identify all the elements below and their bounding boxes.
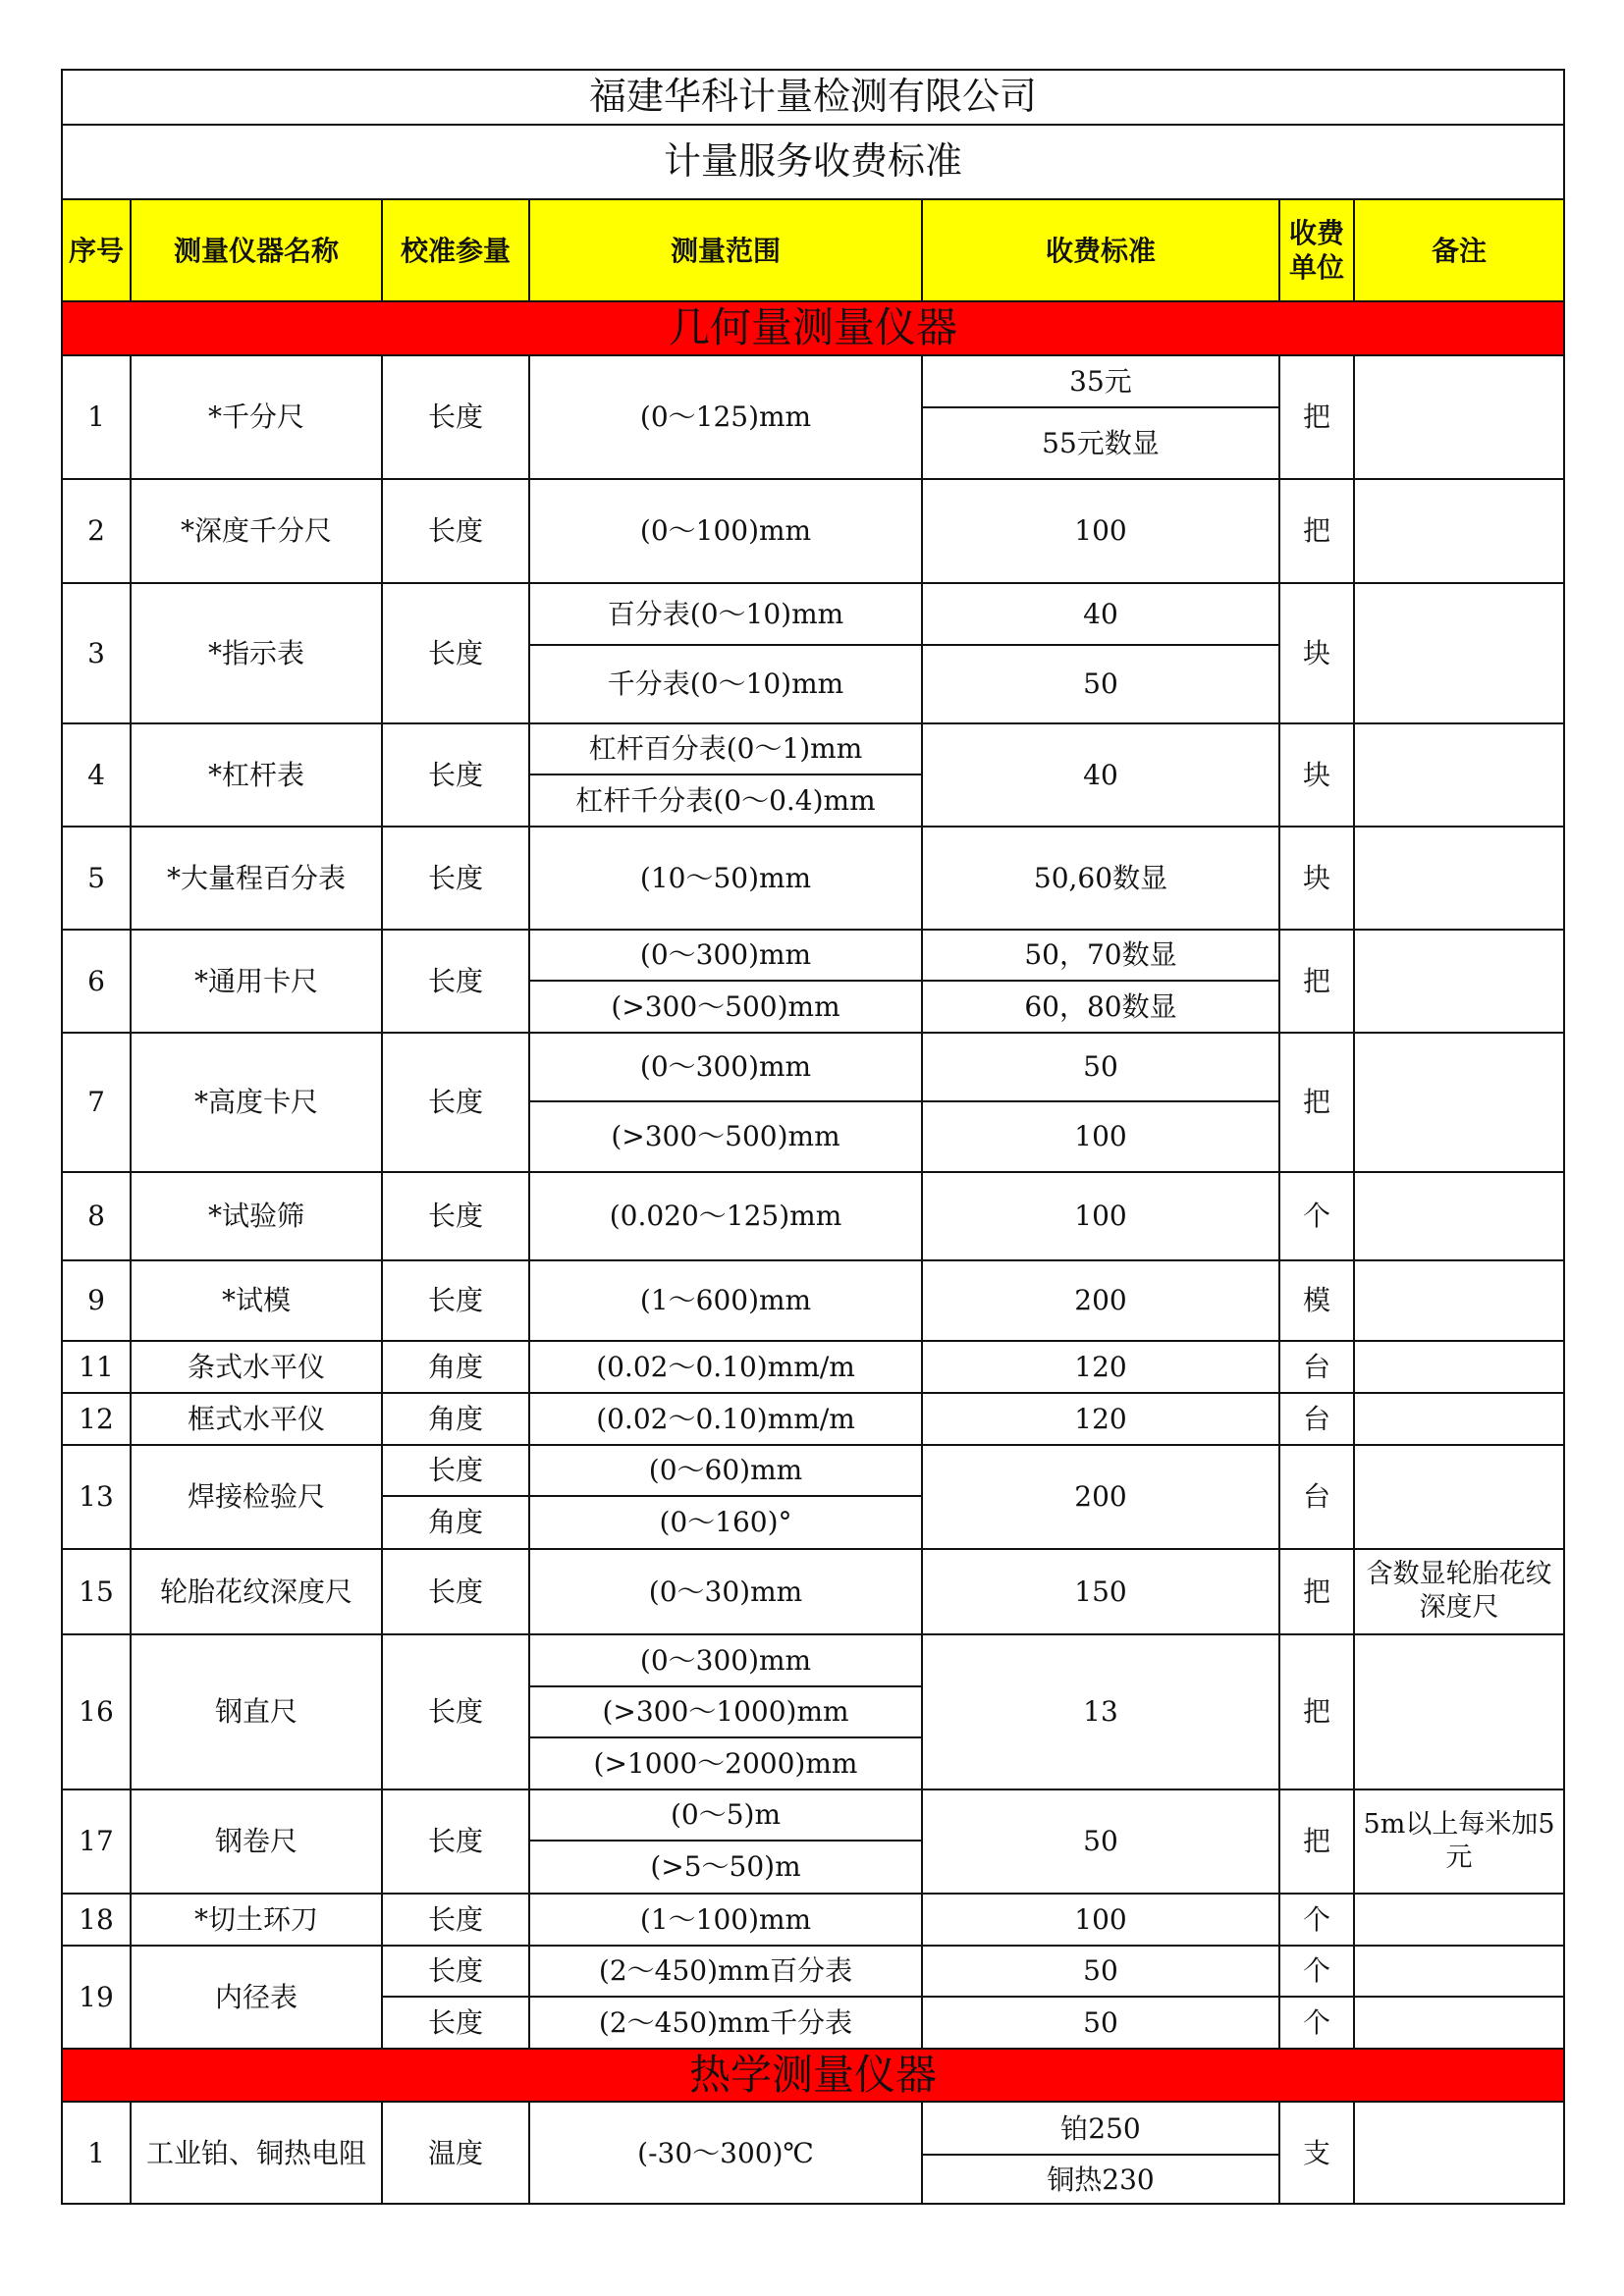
cell-seq: 16 <box>62 1634 131 1789</box>
cell-range: (0.02～0.10)mm/m <box>529 1341 922 1393</box>
header-row <box>62 199 1564 301</box>
table-row <box>62 1260 1564 1341</box>
cell-seq: 8 <box>62 1172 131 1260</box>
cell-param: 长度 <box>382 1260 529 1341</box>
cell-unit: 个 <box>1279 1997 1354 2049</box>
cell-unit: 台 <box>1279 1445 1354 1549</box>
cell-fee: 50 <box>922 1789 1279 1894</box>
cell-param: 长度 <box>382 1997 529 2049</box>
cell-fee: 60，80数显 <box>922 981 1279 1033</box>
header-seq: 序号 <box>62 199 131 301</box>
table-row <box>62 827 1564 930</box>
cell-note <box>1354 1894 1564 1946</box>
cell-param: 长度 <box>382 1789 529 1894</box>
table-row <box>62 1445 1564 1496</box>
company-name: 福建华科计量检测有限公司 <box>62 70 1564 125</box>
cell-param: 长度 <box>382 583 529 723</box>
section-title-geometric: 几何量测量仪器 <box>62 301 1564 355</box>
cell-note <box>1354 1946 1564 1997</box>
cell-name: 框式水平仪 <box>131 1393 382 1445</box>
cell-param: 温度 <box>382 2102 529 2204</box>
cell-fee: 100 <box>922 479 1279 583</box>
cell-fee: 100 <box>922 1894 1279 1946</box>
cell-range: (-30～300)℃ <box>529 2102 922 2204</box>
cell-seq: 7 <box>62 1033 131 1172</box>
cell-name: *高度卡尺 <box>131 1033 382 1172</box>
cell-name: 内径表 <box>131 1946 382 2049</box>
cell-param: 长度 <box>382 827 529 930</box>
cell-param: 角度 <box>382 1496 529 1549</box>
cell-seq: 15 <box>62 1549 131 1634</box>
cell-range: (1～600)mm <box>529 1260 922 1341</box>
cell-unit: 把 <box>1279 1789 1354 1894</box>
cell-unit: 把 <box>1279 1634 1354 1789</box>
cell-fee: 55元数显 <box>922 407 1279 479</box>
cell-note <box>1354 1445 1564 1549</box>
table-row <box>62 1634 1564 1686</box>
cell-param: 长度 <box>382 355 529 479</box>
cell-seq: 11 <box>62 1341 131 1393</box>
table-row <box>62 355 1564 407</box>
cell-unit: 块 <box>1279 723 1354 827</box>
cell-name: *深度千分尺 <box>131 479 382 583</box>
cell-name: 工业铂、铜热电阻 <box>131 2102 382 2204</box>
cell-range: 杠杆百分表(0～1)mm <box>529 723 922 774</box>
cell-note <box>1354 1260 1564 1341</box>
cell-fee: 100 <box>922 1101 1279 1172</box>
cell-name: 钢卷尺 <box>131 1789 382 1894</box>
cell-param: 长度 <box>382 1894 529 1946</box>
table-row <box>62 1033 1564 1101</box>
cell-param: 角度 <box>382 1341 529 1393</box>
cell-range: (>5～50)m <box>529 1841 922 1894</box>
table-row <box>62 723 1564 774</box>
cell-note <box>1354 479 1564 583</box>
table-row <box>62 1172 1564 1260</box>
table-row <box>62 479 1564 583</box>
cell-name: 条式水平仪 <box>131 1341 382 1393</box>
cell-range: (0.02～0.10)mm/m <box>529 1393 922 1445</box>
cell-note <box>1354 827 1564 930</box>
cell-unit: 个 <box>1279 1946 1354 1997</box>
cell-seq: 3 <box>62 583 131 723</box>
table-row <box>62 1946 1564 1997</box>
cell-fee: 150 <box>922 1549 1279 1634</box>
cell-note: 5m以上每米加5元 <box>1354 1789 1564 1894</box>
cell-fee: 35元 <box>922 355 1279 407</box>
cell-unit: 把 <box>1279 355 1354 479</box>
cell-unit: 模 <box>1279 1260 1354 1341</box>
cell-fee: 200 <box>922 1260 1279 1341</box>
cell-seq: 5 <box>62 827 131 930</box>
cell-range: (2～450)mm百分表 <box>529 1946 922 1997</box>
cell-note <box>1354 1033 1564 1172</box>
header-name: 测量仪器名称 <box>131 199 382 301</box>
cell-fee: 200 <box>922 1445 1279 1549</box>
cell-param: 长度 <box>382 1634 529 1789</box>
cell-range: (10～50)mm <box>529 827 922 930</box>
cell-param: 长度 <box>382 479 529 583</box>
cell-unit: 把 <box>1279 479 1354 583</box>
header-note: 备注 <box>1354 199 1564 301</box>
cell-fee: 40 <box>922 723 1279 827</box>
cell-range: (0～125)mm <box>529 355 922 479</box>
cell-param: 长度 <box>382 1946 529 1997</box>
cell-note <box>1354 1341 1564 1393</box>
cell-seq: 13 <box>62 1445 131 1549</box>
cell-unit: 支 <box>1279 2102 1354 2204</box>
cell-name: *杠杆表 <box>131 723 382 827</box>
cell-seq: 4 <box>62 723 131 827</box>
table-row <box>62 1789 1564 1841</box>
header-param: 校准参量 <box>382 199 529 301</box>
cell-fee: 50 <box>922 1033 1279 1101</box>
cell-seq: 2 <box>62 479 131 583</box>
table-title: 计量服务收费标准 <box>62 125 1564 199</box>
cell-range: 千分表(0～10)mm <box>529 645 922 723</box>
cell-seq: 1 <box>62 355 131 479</box>
cell-note <box>1354 583 1564 723</box>
table-row <box>62 2102 1564 2155</box>
cell-range: (>300～500)mm <box>529 981 922 1033</box>
cell-fee: 13 <box>922 1634 1279 1789</box>
cell-range: (0～30)mm <box>529 1549 922 1634</box>
section-title-thermal: 热学测量仪器 <box>62 2049 1564 2103</box>
cell-unit: 个 <box>1279 1172 1354 1260</box>
table-row <box>62 1894 1564 1946</box>
cell-name: *大量程百分表 <box>131 827 382 930</box>
cell-range: (>300～500)mm <box>529 1101 922 1172</box>
cell-name: 钢直尺 <box>131 1634 382 1789</box>
cell-note <box>1354 355 1564 479</box>
table-row <box>62 930 1564 981</box>
header-range: 测量范围 <box>529 199 922 301</box>
cell-note <box>1354 2102 1564 2204</box>
cell-unit: 把 <box>1279 1033 1354 1172</box>
cell-unit: 把 <box>1279 1549 1354 1634</box>
cell-range: (0～100)mm <box>529 479 922 583</box>
cell-note: 含数显轮胎花纹深度尺 <box>1354 1549 1564 1634</box>
cell-note <box>1354 1634 1564 1789</box>
cell-note <box>1354 723 1564 827</box>
cell-param: 角度 <box>382 1393 529 1445</box>
cell-fee: 120 <box>922 1393 1279 1445</box>
cell-fee: 50 <box>922 1997 1279 2049</box>
table-row <box>62 1393 1564 1445</box>
cell-seq: 6 <box>62 930 131 1033</box>
cell-range: (0～60)mm <box>529 1445 922 1496</box>
cell-param: 长度 <box>382 1445 529 1496</box>
cell-param: 长度 <box>382 723 529 827</box>
cell-range: (0～160)° <box>529 1496 922 1549</box>
cell-name: 轮胎花纹深度尺 <box>131 1549 382 1634</box>
cell-fee: 50 <box>922 1946 1279 1997</box>
cell-fee: 120 <box>922 1341 1279 1393</box>
cell-fee: 50，70数显 <box>922 930 1279 981</box>
cell-seq: 19 <box>62 1946 131 2049</box>
cell-unit: 个 <box>1279 1894 1354 1946</box>
cell-fee: 铂250 <box>922 2102 1279 2155</box>
cell-name: 焊接检验尺 <box>131 1445 382 1549</box>
cell-name: *试验筛 <box>131 1172 382 1260</box>
cell-fee: 50,60数显 <box>922 827 1279 930</box>
cell-name: *千分尺 <box>131 355 382 479</box>
cell-name: *切土环刀 <box>131 1894 382 1946</box>
cell-name: *试模 <box>131 1260 382 1341</box>
cell-unit: 台 <box>1279 1341 1354 1393</box>
cell-range: (0～300)mm <box>529 1033 922 1101</box>
cell-note <box>1354 1393 1564 1445</box>
cell-fee: 100 <box>922 1172 1279 1260</box>
cell-range: 杠杆千分表(0～0.4)mm <box>529 774 922 827</box>
cell-fee: 50 <box>922 645 1279 723</box>
table-row <box>62 1341 1564 1393</box>
cell-range: (0～300)mm <box>529 1634 922 1686</box>
cell-note <box>1354 1997 1564 2049</box>
cell-unit: 块 <box>1279 583 1354 723</box>
cell-param: 长度 <box>382 930 529 1033</box>
cell-range: (>1000～2000)mm <box>529 1737 922 1789</box>
cell-range: (0.020～125)mm <box>529 1172 922 1260</box>
fee-table <box>61 69 1565 2205</box>
cell-param: 长度 <box>382 1033 529 1172</box>
cell-unit: 把 <box>1279 930 1354 1033</box>
cell-unit: 台 <box>1279 1393 1354 1445</box>
cell-range: (0～300)mm <box>529 930 922 981</box>
table-row <box>62 583 1564 645</box>
cell-fee: 40 <box>922 583 1279 645</box>
cell-seq: 9 <box>62 1260 131 1341</box>
cell-range: (>300～1000)mm <box>529 1686 922 1737</box>
cell-name: *通用卡尺 <box>131 930 382 1033</box>
cell-range: (2～450)mm千分表 <box>529 1997 922 2049</box>
cell-seq: 17 <box>62 1789 131 1894</box>
cell-unit: 块 <box>1279 827 1354 930</box>
cell-range: (1～100)mm <box>529 1894 922 1946</box>
cell-range: (0～5)m <box>529 1789 922 1841</box>
cell-param: 长度 <box>382 1549 529 1634</box>
header-unit: 收费单位 <box>1279 199 1354 301</box>
cell-name: *指示表 <box>131 583 382 723</box>
header-fee: 收费标准 <box>922 199 1279 301</box>
cell-range: 百分表(0～10)mm <box>529 583 922 645</box>
cell-fee: 铜热230 <box>922 2155 1279 2204</box>
cell-seq: 18 <box>62 1894 131 1946</box>
cell-note <box>1354 1172 1564 1260</box>
cell-seq: 12 <box>62 1393 131 1445</box>
cell-note <box>1354 930 1564 1033</box>
cell-param: 长度 <box>382 1172 529 1260</box>
table-row <box>62 1549 1564 1634</box>
cell-seq: 1 <box>62 2102 131 2204</box>
